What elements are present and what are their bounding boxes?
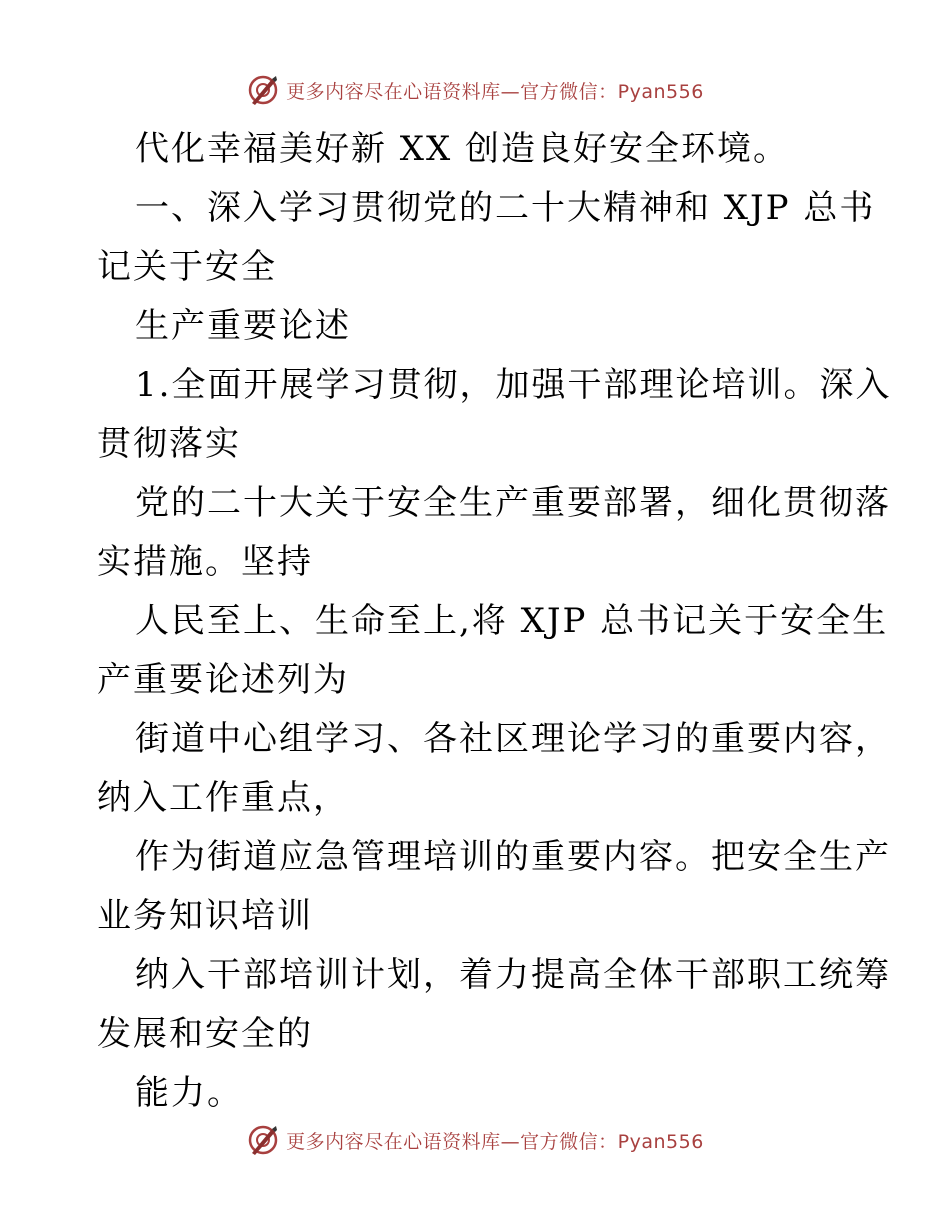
text-line: 1.全面开展学习贯彻，加强干部理论培训。深入 (135, 365, 892, 405)
text-line: 产重要论述列为 (97, 660, 349, 700)
text-line: 人民至上、生命至上,将 XJP 总书记关于安全生 (135, 601, 889, 641)
footer-watermark-banner (0, 1120, 950, 1160)
pen-circle-logo-icon (246, 1123, 280, 1157)
text-line: 生产重要论述 (135, 306, 351, 346)
text-line: 贯彻落实 (97, 424, 241, 464)
text-line: 街道中心组学习、各社区理论学习的重要内容， (135, 719, 891, 759)
text-line: 记关于安全 (97, 247, 277, 287)
footer-banner-text: 更多内容尽在心语资料库—官方微信：Pyan556 (286, 1130, 704, 1153)
header-watermark-banner (0, 70, 950, 110)
text-line: 纳入干部培训计划，着力提高全体干部职工统筹 (135, 955, 891, 995)
header-banner-text: 更多内容尽在心语资料库—官方微信：Pyan556 (286, 80, 704, 103)
pen-circle-logo-icon (246, 73, 280, 107)
text-line: 业务知识培训 (97, 896, 313, 936)
text-line: 实措施。坚持 (97, 542, 313, 582)
document-body (97, 120, 892, 1123)
text-line: 党的二十大关于安全生产重要部署，细化贯彻落 (135, 483, 891, 523)
text-line: 作为街道应急管理培训的重要内容。把安全生产 (135, 837, 891, 877)
text-line: 能力。 (135, 1073, 243, 1113)
text-line: 代化幸福美好新 XX 创造良好安全环境。 (135, 129, 790, 169)
text-line: 发展和安全的 (97, 1014, 313, 1054)
text-line: 纳入工作重点， (97, 778, 349, 818)
text-line: 一、深入学习贯彻党的二十大精神和 XJP 总书 (135, 188, 876, 228)
